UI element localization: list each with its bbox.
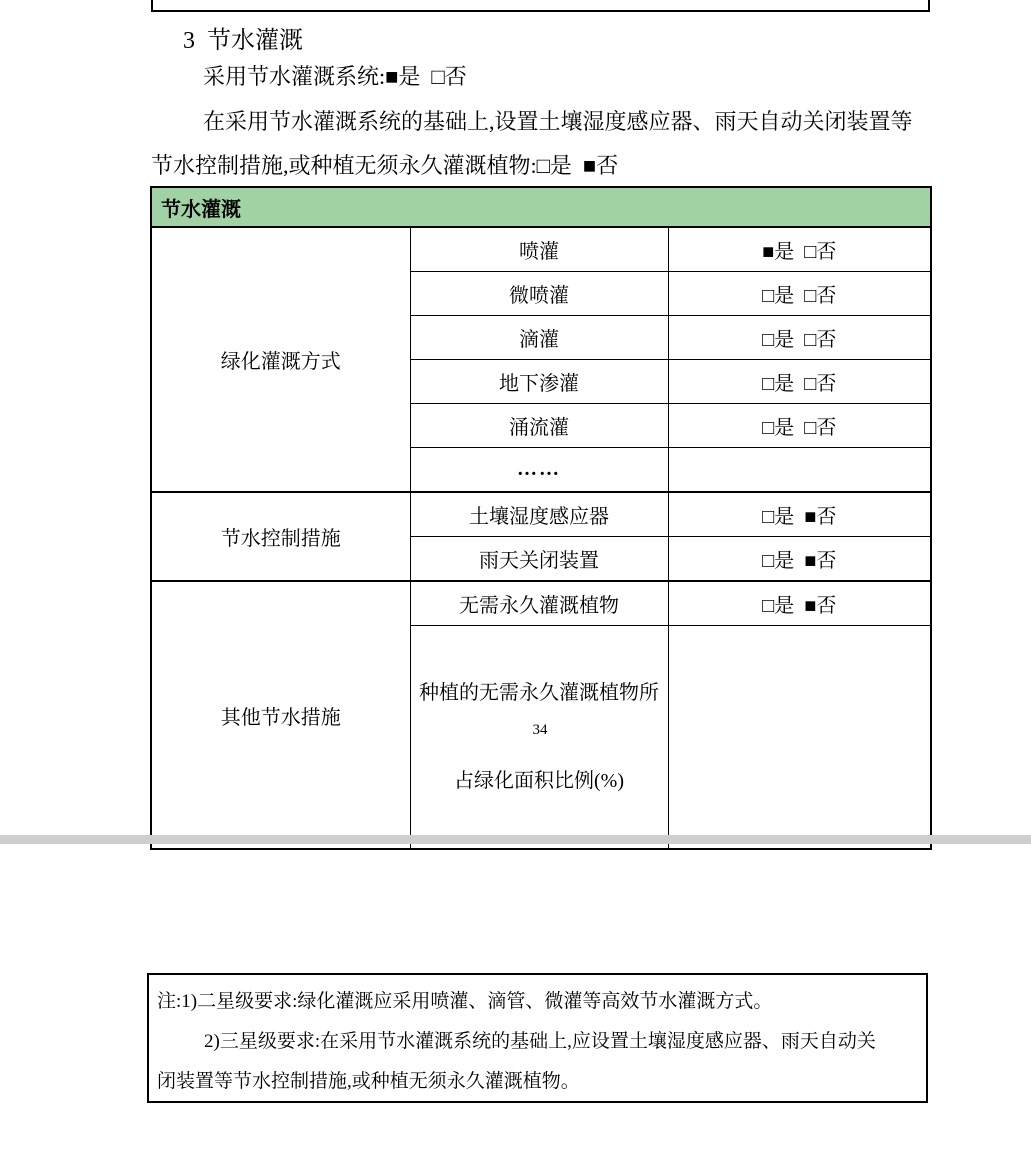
table-row — [151, 492, 931, 537]
row-label-cell: 土壤湿度感应器 — [410, 492, 668, 537]
row-value-cell: □是 □否 — [668, 272, 931, 316]
row-label-cell: 喷灌 — [410, 227, 668, 272]
page-separator-band — [0, 835, 1031, 844]
cutoff-box-bottom-edge — [151, 0, 930, 12]
table-header-row — [151, 187, 931, 227]
paragraph-line-1: 在采用节水灌溉系统的基础上,设置土壤湿度感应器、雨天自动关闭装置等 — [203, 109, 913, 134]
row-value-cell — [668, 448, 931, 493]
row-label-line-1: 种植的无需永久灌溉植物所 — [419, 682, 659, 704]
row-value-cell: ■是 □否 — [668, 227, 931, 272]
row-value-cell: □是 ■否 — [668, 581, 931, 626]
row-label-cell-ellipsis: …… — [410, 448, 668, 493]
note-line-3: 闭装置等节水控制措施,或种植无须永久灌溉植物。 — [157, 1071, 580, 1092]
category-cell-greening-irrigation: 绿化灌溉方式 — [151, 227, 410, 492]
row-value-cell: □是 ■否 — [668, 492, 931, 537]
section-heading: 3 节水灌溉 — [183, 28, 303, 54]
row-label-cell: 地下渗灌 — [410, 360, 668, 404]
page-number: 34 — [532, 722, 548, 738]
row-label-cell: 雨天关闭装置 — [410, 537, 668, 582]
note-box — [147, 973, 928, 1103]
irrigation-system-checkbox-line: 采用节水灌溉系统:■是 □否 — [203, 64, 467, 89]
row-label-cell: 微喷灌 — [410, 272, 668, 316]
category-cell-other-measures: 其他节水措施 — [151, 581, 410, 849]
row-label-line-2: 占绿化面积比例(%) — [454, 770, 624, 792]
note-line-2: 2)三星级要求:在采用节水灌溉系统的基础上,应设置土壤湿度感应器、雨天自动关 — [204, 1031, 876, 1052]
row-label-cell: 无需永久灌溉植物 — [410, 581, 668, 626]
paragraph-line-2: 节水控制措施,或种植无须永久灌溉植物:□是 ■否 — [151, 153, 619, 178]
row-value-cell: □是 □否 — [668, 316, 931, 360]
water-saving-irrigation-table — [150, 186, 932, 850]
table-title-cell: 节水灌溉 — [151, 187, 931, 227]
row-value-cell: □是 □否 — [668, 360, 931, 404]
note-line-1: 注:1)二星级要求:绿化灌溉应采用喷灌、滴管、微灌等高效节水灌溉方式。 — [157, 991, 773, 1012]
table-row — [151, 227, 931, 272]
row-value-cell: □是 ■否 — [668, 537, 931, 582]
table-row — [151, 581, 931, 626]
category-cell-control-measures: 节水控制措施 — [151, 492, 410, 581]
row-value-cell: □是 □否 — [668, 404, 931, 448]
row-label-cell: 滴灌 — [410, 316, 668, 360]
row-label-cell: 涌流灌 — [410, 404, 668, 448]
